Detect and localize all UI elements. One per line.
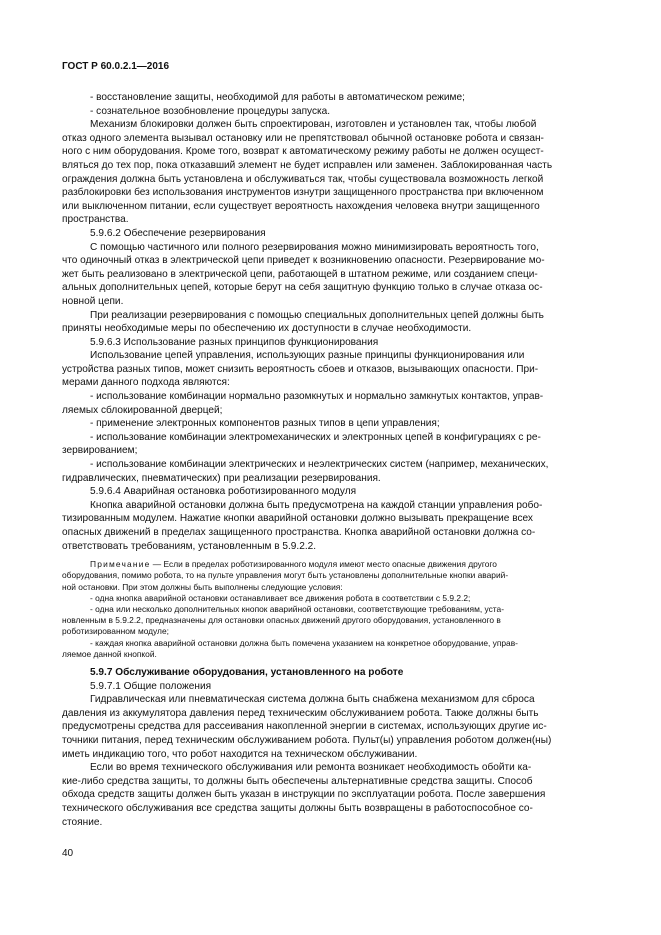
note-line: - одна или несколько дополнительных кнопок аварийной остановки, соответствующие требованиям, уста- [90,604,504,614]
text-line: ограждения должна быть установлена и обслуживаться так, чтобы существовала возможность легкой [62,173,544,185]
text-line: Механизм блокировки должен быть спроектирован, изготовлен и установлен так, чтобы любой [90,119,537,131]
text-line: ного с ним оборудования. Кроме того, возврат к автоматическому режиму работы не должен осущест- [62,146,544,158]
note-text: — Если в пределах роботизированного модуля имеют место опасные движения другого [150,559,497,570]
text-line: Если во время технического обслуживания или ремонта возникает необходимость обойти ка- [90,762,532,774]
list-item: - применение электронных компонентов разных типов в цепи управления; [90,418,440,430]
note-line: ной остановки. При этом должны быть выполнены следующие условия: [62,581,343,592]
text-line: обхода средств защиты должен быть указан в инструкции по эксплуатации робота. После завершения [62,789,546,801]
text-line: гидравлических, пневматических) при реализации резервирования. [62,472,381,484]
note-block [62,559,599,660]
text-line: приняты необходимые меры по обеспечению их доступности в случае необходимости. [62,323,472,335]
section-heading: 5.9.7 Обслуживание оборудования, установленного на роботе [90,667,404,679]
body-text-block [62,91,599,553]
note-line: новленным в 5.9.2.2, предназначены для остановки опасных движений другого оборудования, установленного в [62,615,501,626]
text-line: ляемых сблокированной дверцей; [62,404,223,416]
text-line: отказ одного элемента вызывал остановку или не препятствовал обычной остановке робота и связан- [62,132,544,144]
text-line: или выключенном питании, если существует вероятность нахождения человека внутри защищенного [62,200,540,212]
text-line: иметь индикацию того, что робот находится на техническом обслуживании. [62,748,418,760]
page-body [62,91,599,829]
note-label: Примечание [90,559,151,570]
note-first-line [90,559,599,570]
text-line: альных дополнительных цепей, которые берут на себя защитную функцию только в случае отказа ос- [62,282,543,294]
text-line: технического обслуживания все средства защиты должны быть возвращены в работоспособное со- [62,802,533,814]
text-line: Кнопка аварийной остановки должна быть предусмотрена на каждой станции управления робо- [90,499,543,511]
page-number: 40 [62,848,74,859]
text-line: вляться до тех пор, пока отказавший элемент не будет исправлен или заменен. Заблокированная часть [62,159,553,171]
text-line: Гидравлическая или пневматическая система должна быть снабжена механизмом для сброса [90,694,535,706]
text-line: С помощью частичного или полного резервирования можно минимизировать вероятность того, [90,241,539,253]
text-line: жет быть реализовано в электрической цепи, работающей в штатном режиме, или созданием специ- [62,268,538,280]
text-line: тизированным модулем. Нажатие кнопки аварийной остановки должно вызывать прекращение всех [62,513,533,525]
text-line: разблокировки без использования инструментов изнутри защищенного пространства при включенном [62,187,544,199]
subsection-title: 5.9.6.3 Использование разных принципов функционирования [90,336,379,348]
text-line: точники питания, перед техническим обслуживанием робота. Пульт(ы) управления роботом должен(ны) [62,734,552,746]
text-line: мерами данного подхода являются: [62,377,230,389]
list-item: - использование комбинации электрических и неэлектрических систем (например, механических, [90,459,549,471]
text-line: давления из аккумулятора давления перед техническим обслуживанием робота. Также должны быть [62,707,539,719]
note-line: ляемое данной кнопкой. [62,648,157,659]
document-code: ГОСТ Р 60.0.2.1—2016 [62,61,170,72]
text-line: - сознательное возобновление процедуры запуска. [90,105,331,117]
subsection-title: 5.9.6.2 Обеспечение резервирования [90,227,266,239]
text-line: что одиночный отказ в электрической цепи приведет к возникновению опасности. Резервирование мо- [62,255,545,267]
note-line: оборудования, помимо робота, то на пульте управления могут быть установлены дополнительные кнопки аварий- [62,570,509,581]
text-line: При реализации резервирования с помощью специальных дополнительных цепей должны быть [90,309,544,321]
subsection-title: 5.9.7.1 Общие положения [90,680,212,692]
list-item: - использование комбинации нормально разомкнутых и нормально замкнутых контактов, управ- [90,391,544,403]
text-line: пространства. [62,214,129,226]
text-line: новной цепи. [62,295,124,307]
note-line: роботизированном модуле; [62,626,169,637]
text-line: опасных движений в пределах защищенного пространства. Кнопка аварийной остановки должна со- [62,527,536,538]
note-line: - одна кнопка аварийной остановки останавливает все движения робота в соответствии с 5.9.2.2; [90,592,471,603]
section-block [62,666,599,829]
text-line: Использование цепей управления, использующих разные принципы функционирования или [90,350,525,362]
text-line: зервированием; [62,445,138,457]
text-line: - восстановление защиты, необходимой для работы в автоматическом режиме; [90,92,465,103]
note-line: - каждая кнопка аварийной остановки должна быть помечена указанием на конкретное оборудование, управ- [90,637,518,648]
subsection-title: 5.9.6.4 Аварийная остановка роботизированного модуля [90,486,357,498]
text-line: ответствовать требованиям, установленным в 5.9.2.2. [62,540,317,552]
text-line: стояние. [62,816,103,828]
text-line: кие-либо средства защиты, то должны быть обеспечены альтернативные средства защиты. Способ [62,775,533,787]
list-item: - использование комбинации электромеханических и электронных цепей в конфигурациях с ре- [90,431,541,443]
text-line: устройства разных типов, может снизить вероятность сбоев и отказов, вызывающих опасности. При- [62,363,539,375]
text-line: предусмотрены средства для рассеивания накопленной энергии в системах, использующих другие ис- [62,721,547,733]
